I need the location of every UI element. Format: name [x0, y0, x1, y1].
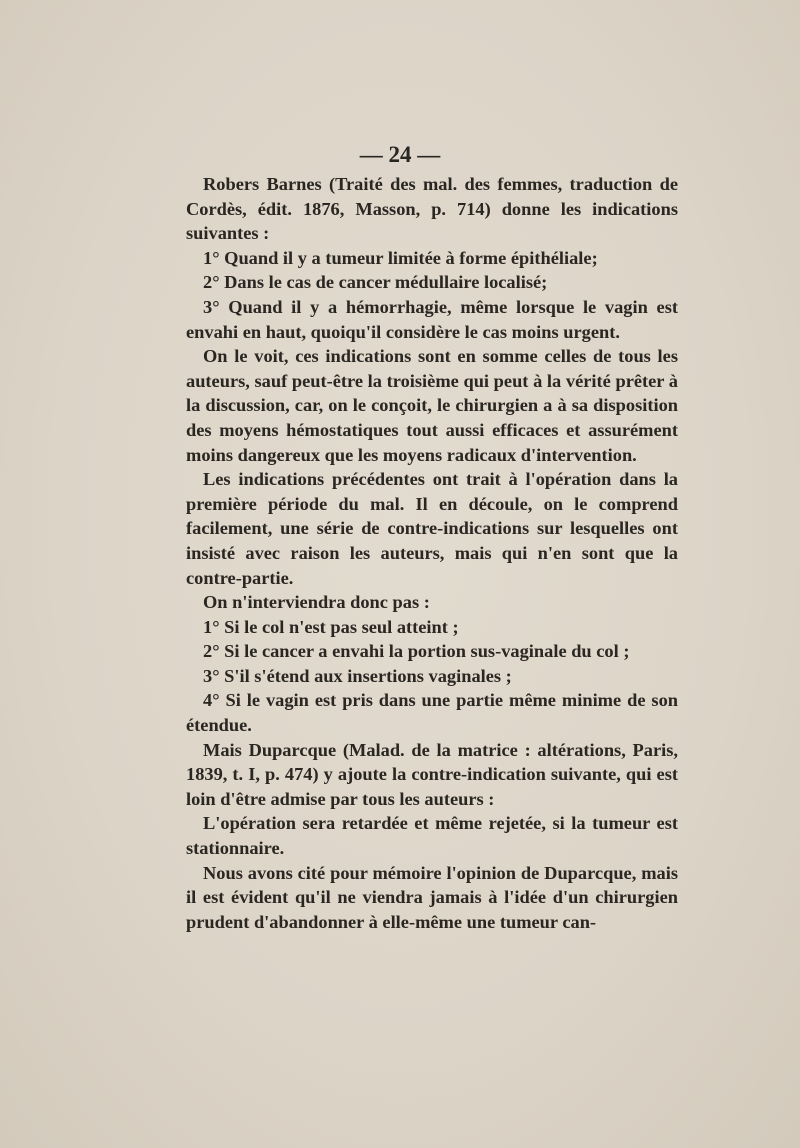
- paragraph: 2° Dans le cas de cancer médullaire localisé;: [203, 272, 548, 293]
- paragraph: 4° Si le vagin est pris dans une partie même minime de son étendue.: [186, 690, 678, 736]
- paragraph: 1° Si le col n'est pas seul atteint ;: [203, 616, 459, 637]
- paragraph: On le voit, ces indications sont en somme celles de tous les auteurs, sauf peut-être la troisième qui peut à la vérité prêter à la discussion, car, on le conçoit, le chirurgien a à sa disposition des moyens hémostatiques tout aussi efficaces et assurément moins dangereux que les moyens radicaux d'intervention.: [186, 346, 678, 465]
- paragraph: L'opération sera retardée et même rejetée, si la tumeur est stationnaire.: [186, 813, 678, 859]
- paragraph: 3° Quand il y a hémorrhagie, même lorsque le vagin est envahi en haut, quoiqu'il considère le cas moins urgent.: [186, 296, 678, 342]
- paragraph: Mais Duparcque (Malad. de la matrice : altérations, Paris, 1839, t. I, p. 474) y ajoute la contre-indication suivante, qui est loin d'être admise par tous les auteurs :: [186, 739, 678, 809]
- paragraph: Les indications précédentes ont trait à l'opération dans la première période du mal. Il en découle, on le comprend facilement, une série de contre-indications sur lesquelles ont insisté avec raison les auteurs, mais qui n'en sont que la contre-partie.: [186, 469, 678, 588]
- page-number: — 24 —: [359, 142, 441, 167]
- paragraph: 1° Quand il y a tumeur limitée à forme épithéliale;: [203, 247, 598, 268]
- paragraph: On n'interviendra donc pas :: [203, 592, 430, 613]
- paragraph: Nous avons cité pour mémoire l'opinion de Duparcque, mais il est évident qu'il ne viendra jamais à l'idée d'un chirurgien prudent d'abandonner à elle-même une tumeur can-: [186, 862, 678, 932]
- paragraph: Robers Barnes (Traité des mal. des femmes, traduction de Cordès, édit. 1876, Masson, p. 714) donne les indications suivantes :: [186, 174, 678, 244]
- body-text: [186, 172, 678, 934]
- paragraph: 2° Si le cancer a envahi la portion sus-vaginale du col ;: [203, 641, 630, 662]
- paragraph: 3° S'il s'étend aux insertions vaginales ;: [203, 665, 512, 686]
